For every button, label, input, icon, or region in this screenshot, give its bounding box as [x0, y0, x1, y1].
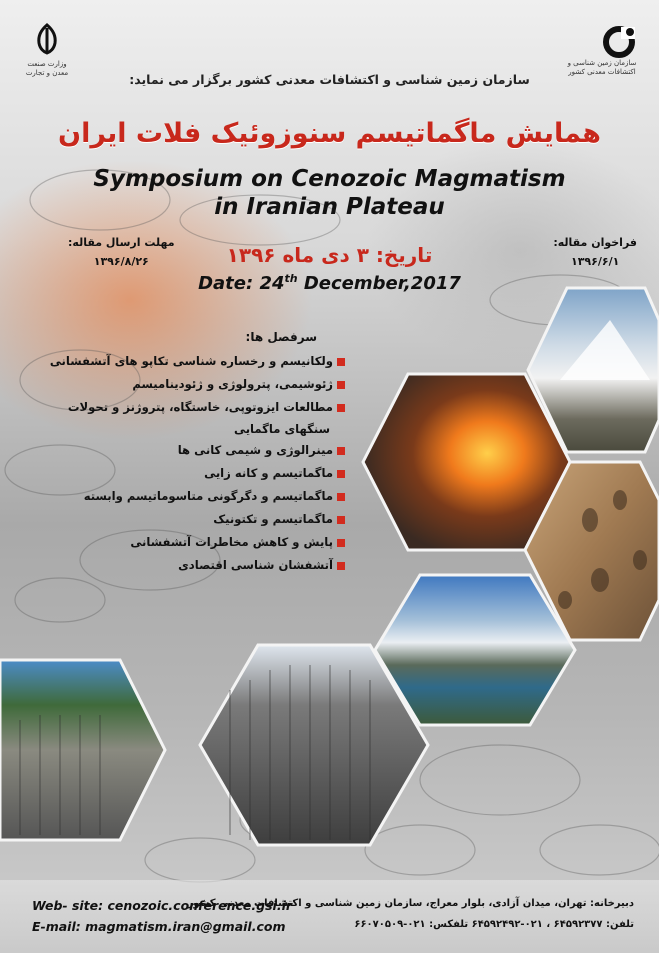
bullet-icon [337, 516, 345, 524]
persian-title: همایش ماگماتیسم سنوزوئیک فلات ایران [58, 118, 601, 149]
topic-item: آتشفشان شناسی اقتصادی [120, 554, 345, 577]
bullet-icon [337, 404, 345, 412]
call-label: فراخوان مقاله: [553, 236, 637, 249]
bullet-icon [337, 447, 345, 455]
email-link[interactable]: E-mail: magmatism.iran@gmail.com [32, 919, 286, 934]
topic-item: ژئوشیمی، پترولوژی و ژئودینامیسم [120, 373, 345, 396]
bullet-icon [337, 493, 345, 501]
topic-item: پایش و کاهش مخاطرات آتشفشانی [120, 531, 345, 554]
submission-date: ۱۳۹۶/۸/۲۶ [93, 255, 149, 268]
gsi-caption: سازمان زمین شناسی و اکتشافات معدنی کشور [567, 59, 637, 76]
bullet-icon [337, 470, 345, 478]
topic-item: ماگماتیسم و کانه زایی [120, 462, 345, 485]
bullet-icon [337, 358, 345, 366]
ministry-caption: وزارت صنعت معدن و تجارت [25, 60, 69, 77]
submission-label: مهلت ارسال مقاله: [68, 236, 175, 249]
secretariat-address: دبیرخانه: تهران، میدان آزادی، بلوار معراج، سازمان زمین شناسی و اکتشافات معدنی کشور [187, 898, 634, 909]
date-en-sup: th [284, 272, 298, 285]
gsi-emblem-icon [597, 25, 637, 59]
footer-band [0, 880, 659, 953]
date-en-suffix: December,2017 [297, 273, 461, 294]
gsi-logo [567, 25, 637, 77]
organizer-line: سازمان زمین شناسی و اکتشافات معدنی کشور برگزار می نماید: [129, 72, 530, 87]
bullet-icon [337, 562, 345, 570]
phone-numbers: تلفن: ۶۴۵۹۲۳۷۷ ، ۰۲۱-۶۴۵۹۲۴۹۲ تلفکس: ۰۲۱-۶۶۰۷۰۵۰۹ [354, 919, 634, 930]
topic-item-continued: سنگهای ماگمایی [233, 422, 330, 436]
call-date: ۱۳۹۶/۶/۱ [570, 255, 620, 268]
topics-list [49, 330, 345, 577]
topic-item: ماگماتیسم و تکتونیک [120, 508, 345, 531]
date-persian: تاریخ: ۳ دی ماه ۱۳۹۶ [226, 243, 433, 267]
bullet-icon [337, 381, 345, 389]
forest-columns-photo-hex [0, 660, 165, 840]
topic-item: مطالعات ایزوتوپی، خاستگاه، پتروژنز و تحولات [120, 396, 345, 419]
english-title-line-1: Symposium on Cenozoic Magmatism [93, 166, 566, 192]
iran-emblem-icon [30, 22, 64, 56]
english-title [0, 165, 659, 221]
topic-item: ولکانیسم و رخساره شناسی تکاپو های آتشفشانی [120, 350, 345, 373]
topic-item: مینرالوژی و شیمی کانی ها [120, 439, 345, 462]
date-en-prefix: Date: 24 [198, 273, 285, 294]
date-english [0, 272, 659, 294]
topic-item: ماگماتیسم و دگرگونی متاسوماتیسم وابسته [120, 485, 345, 508]
ministry-logo [22, 22, 72, 78]
english-title-line-2: in Iranian Plateau [214, 194, 445, 220]
bullet-icon [337, 539, 345, 547]
topics-heading: سرفصل ها: [245, 330, 317, 344]
website-link[interactable]: Web- site: cenozoic.conference.gsi.ir [32, 898, 293, 913]
